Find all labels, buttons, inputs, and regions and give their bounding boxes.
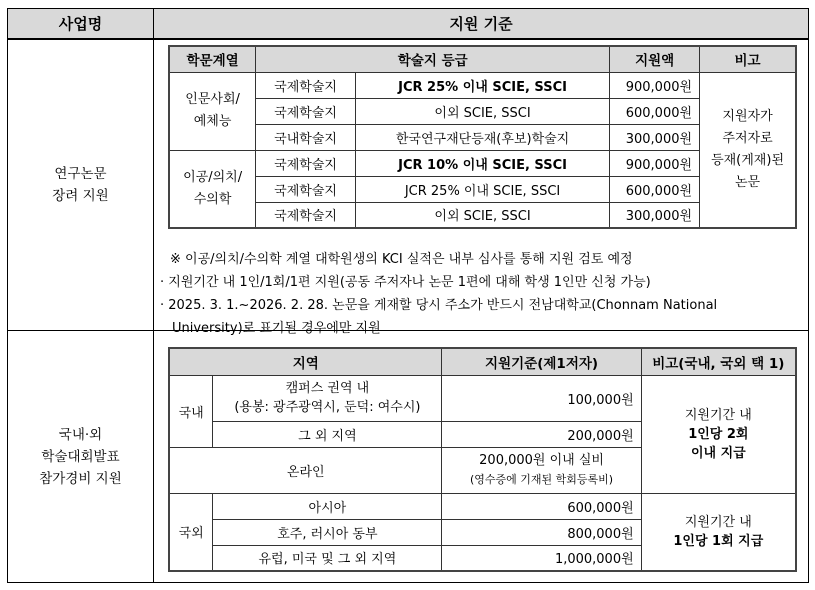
th-criteria: 지원기준(제1저자) [442,348,641,375]
discipline-humanities [169,72,256,150]
campus-amount: 100,000원 [442,375,641,421]
australia-region: 호주, 러시아 동부 [213,519,442,545]
foreign-label: 국외 [169,493,213,571]
table-row [169,493,796,519]
support-amount: 300,000원 [610,124,700,150]
table-row [169,72,796,98]
remark-line2: 주저자로 [722,130,773,146]
note-one-per-person: · 지원기간 내 1인/1회/1편 지원(공동 주저자나 논문 1편에 대해 학생 1인만 신청 가능) [160,275,651,290]
note-address-line2: University)로 표기될 경우에만 지원 [172,321,381,336]
other-amount: 200,000원 [442,421,641,447]
discipline-science [169,150,256,228]
support-amount: 900,000원 [610,150,700,176]
section1-name-line2: 장려 지원 [52,187,109,204]
journal-grade: 한국연구재단등재(후보)학술지 [355,124,609,150]
section1-name [8,39,154,331]
asia-region: 아시아 [213,493,442,519]
domestic-remark-line2: 1인당 2회 [688,426,749,442]
domestic-remark-line1: 지원기간 내 [684,407,752,423]
journal-grade: 이외 SCIE, SSCI [355,98,609,124]
online-amount [442,447,641,493]
remark-line1: 지원자가 [722,108,773,124]
note-address-line1: · 2025. 3. 1.~2026. 2. 28. 논문을 게재할 당시 주소가 반드시 전남대학교(Chonnam National [160,298,718,313]
journal-type: 국제학술지 [256,202,356,228]
campus-region-line1: 캠퍼스 권역 내 [285,381,370,396]
journal-type: 국제학술지 [256,98,356,124]
th-journal-grade: 학술지 등급 [256,46,610,72]
conference-support-table [168,347,797,572]
domestic-remark [641,375,796,493]
foreign-remark-line2: 1인당 1회 지급 [673,533,764,549]
journal-grade: 이외 SCIE, SSCI [355,202,609,228]
journal-type: 국제학술지 [256,72,356,98]
discipline-science-line2: 수의학 [193,191,232,207]
support-amount: 900,000원 [610,72,700,98]
section2-name [8,331,154,583]
section2-name-line3: 참가경비 지원 [39,470,122,487]
australia-amount: 800,000원 [442,519,641,545]
journal-grade-table [168,45,797,229]
table-row [169,375,796,421]
foreign-remark-line1: 지원기간 내 [684,514,752,530]
europe-amount: 1,000,000원 [442,545,641,571]
discipline-science-line1: 이공/의치/ [183,169,243,185]
journal-type: 국제학술지 [256,150,356,176]
journal-grade: JCR 25% 이내 SCIE, SSCI [355,176,609,202]
europe-region: 유럽, 미국 및 그 외 지역 [213,545,442,571]
campus-region-line2: (용봉: 광주광역시, 둔덕: 여수시) [234,400,421,415]
other-region: 그 외 지역 [213,421,442,447]
discipline-humanities-line1: 인문사회/ [185,92,240,107]
domestic-remark-line3: 이내 지급 [690,445,746,461]
journal-type: 국내학술지 [256,124,356,150]
note-kci: ※ 이공/의치/수의학 계열 대학원생의 KCI 실적은 내부 심사를 통해 지원 검토 예정 [170,252,633,267]
remark-cell [700,72,796,228]
section1-name-line1: 연구논문 [54,165,107,182]
discipline-humanities-line2: 예체능 [193,114,232,129]
online-label: 온라인 [169,447,442,493]
asia-amount: 600,000원 [442,493,641,519]
campus-region [213,375,442,421]
journal-grade: JCR 25% 이내 SCIE, SSCI [355,72,609,98]
th-remark2: 비고(국내, 국외 택 1) [641,348,796,375]
journal-type: 국제학술지 [256,176,356,202]
support-amount: 600,000원 [610,176,700,202]
journal-grade: JCR 10% 이내 SCIE, SSCI [355,150,609,176]
remark-line4: 논문 [734,174,761,190]
header-support-criteria: 지원 기준 [154,9,809,39]
online-amount-line2: (영수증에 기재된 학회등록비) [470,473,614,486]
th-remark: 비고 [700,46,796,72]
remark-line3: 등재(게재)된 [711,152,784,168]
support-amount: 300,000원 [610,202,700,228]
support-amount: 600,000원 [610,98,700,124]
online-amount-line1: 200,000원 이내 실비 [479,453,604,468]
foreign-remark [641,493,796,571]
domestic-label: 국내 [169,375,213,447]
header-project-name: 사업명 [8,9,154,39]
th-discipline: 학문계열 [169,46,256,72]
th-amount: 지원액 [610,46,700,72]
section2-name-line2: 학술대회발표 [41,448,120,465]
section2-name-line1: 국내·외 [58,426,103,443]
th-region: 지역 [169,348,442,375]
